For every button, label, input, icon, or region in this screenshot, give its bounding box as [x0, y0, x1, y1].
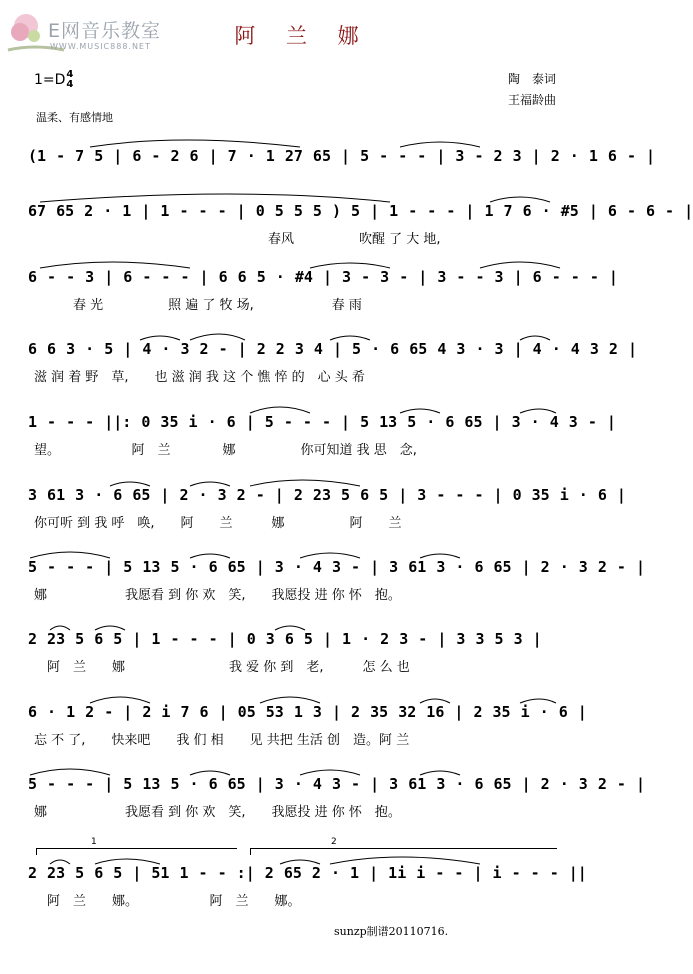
transcriber-credit: sunzp制谱20110716.: [334, 925, 449, 938]
lyricist: 陶 泰词: [508, 72, 557, 86]
lyrics: 阿 兰 娜。 阿 兰 娜。: [34, 894, 301, 909]
time-top: 4: [66, 69, 74, 80]
lyrics: 春风 吹醒 了 大 地,: [34, 232, 441, 247]
key-label: 1=D: [34, 72, 66, 88]
lyrics: 望。 阿 兰 娜 你可知道 我 思 念,: [34, 443, 417, 458]
lyrics: 忘 不 了, 快来吧 我 们 相 见 共把 生活 创 造。阿 兰: [34, 733, 410, 748]
logo-text: E网音乐教室: [48, 20, 162, 42]
lyrics: 阿 兰 娜 我 爱 你 到 老, 怎 么 也: [34, 660, 410, 675]
notes: 2 23 5 6 5 | 1 - - - | 0 3 6 5 | 1 · 2 3 - | 3 3 5 3 |: [28, 630, 542, 648]
notes: 5 - - - | 5 13 5 · 6 65 | 3 · 4 3 - | 3 61 3 · 6 65 | 2 · 3 2 - |: [28, 775, 645, 793]
volta-first-label: 1: [91, 837, 97, 847]
lyrics: 滋 润 着 野 草, 也 滋 润 我 这 个 憔 悴 的 心 头 希: [34, 370, 365, 385]
notes: 3 61 3 · 6 65 | 2 · 3 2 - | 2 23 5 6 5 | 3 - - - | 0 35 i · 6 |: [28, 486, 626, 504]
time-signature: [66, 70, 73, 90]
notes: 67 65 2 · 1 | 1 - - - | 0 5 5 5 ) 5 | 1 - - - | 1 7 6 · #5 | 6 - 6 - |: [28, 202, 693, 220]
notes: 2 23 5 6 5 | 51 1 - - :| 2 65 2 · 1 | 1i i - - | i - - - ||: [28, 864, 587, 882]
notes: 6 6 3 · 5 | 4 · 3 2 - | 2 2 3 4 | 5 · 6 65 4 3 · 3 | 4 · 4 3 2 |: [28, 340, 637, 358]
volta-second-label: 2: [331, 837, 337, 847]
composer: 王福龄曲: [508, 93, 557, 107]
lyrics: 春 光 照 遍 了 牧 场, 春 雨: [34, 298, 362, 313]
lyrics: 娜 我愿看 到 你 欢 笑, 我愿投 进 你 怀 抱。: [34, 805, 401, 820]
notes: 5 - - - | 5 13 5 · 6 65 | 3 · 4 3 - | 3 61 3 · 6 65 | 2 · 3 2 - |: [28, 558, 645, 576]
tempo-marking: 温柔、有感情地: [36, 111, 113, 124]
song-title: 阿 兰 娜: [234, 24, 371, 48]
notes: 6 - - 3 | 6 - - - | 6 6 5 · #4 | 3 - 3 - | 3 - - 3 | 6 - - - |: [28, 268, 618, 286]
notes: 6 · 1 2 - | 2 i 7 6 | 05 53 1 3 | 2 35 32 16 | 2 35 i · 6 |: [28, 703, 587, 721]
notes: 1 - - - ||: 0 35 i · 6 | 5 - - - | 5 13 5 · 6 65 | 3 · 4 3 - |: [28, 413, 616, 431]
lyrics: 娜 我愿看 到 你 欢 笑, 我愿投 进 你 怀 抱。: [34, 588, 401, 603]
lyrics: 你可听 到 我 呼 唤, 阿 兰 娜 阿 兰: [34, 516, 402, 531]
notes: (1 - 7 5 | 6 - 2 6 | 7 · 1 27 65 | 5 - - - | 3 - 2 3 | 2 · 1 6 - |: [28, 147, 656, 165]
logo-url: WWW.MUSIC888.NET: [50, 42, 151, 51]
time-bottom: 4: [66, 79, 74, 90]
key-signature: [34, 70, 73, 90]
